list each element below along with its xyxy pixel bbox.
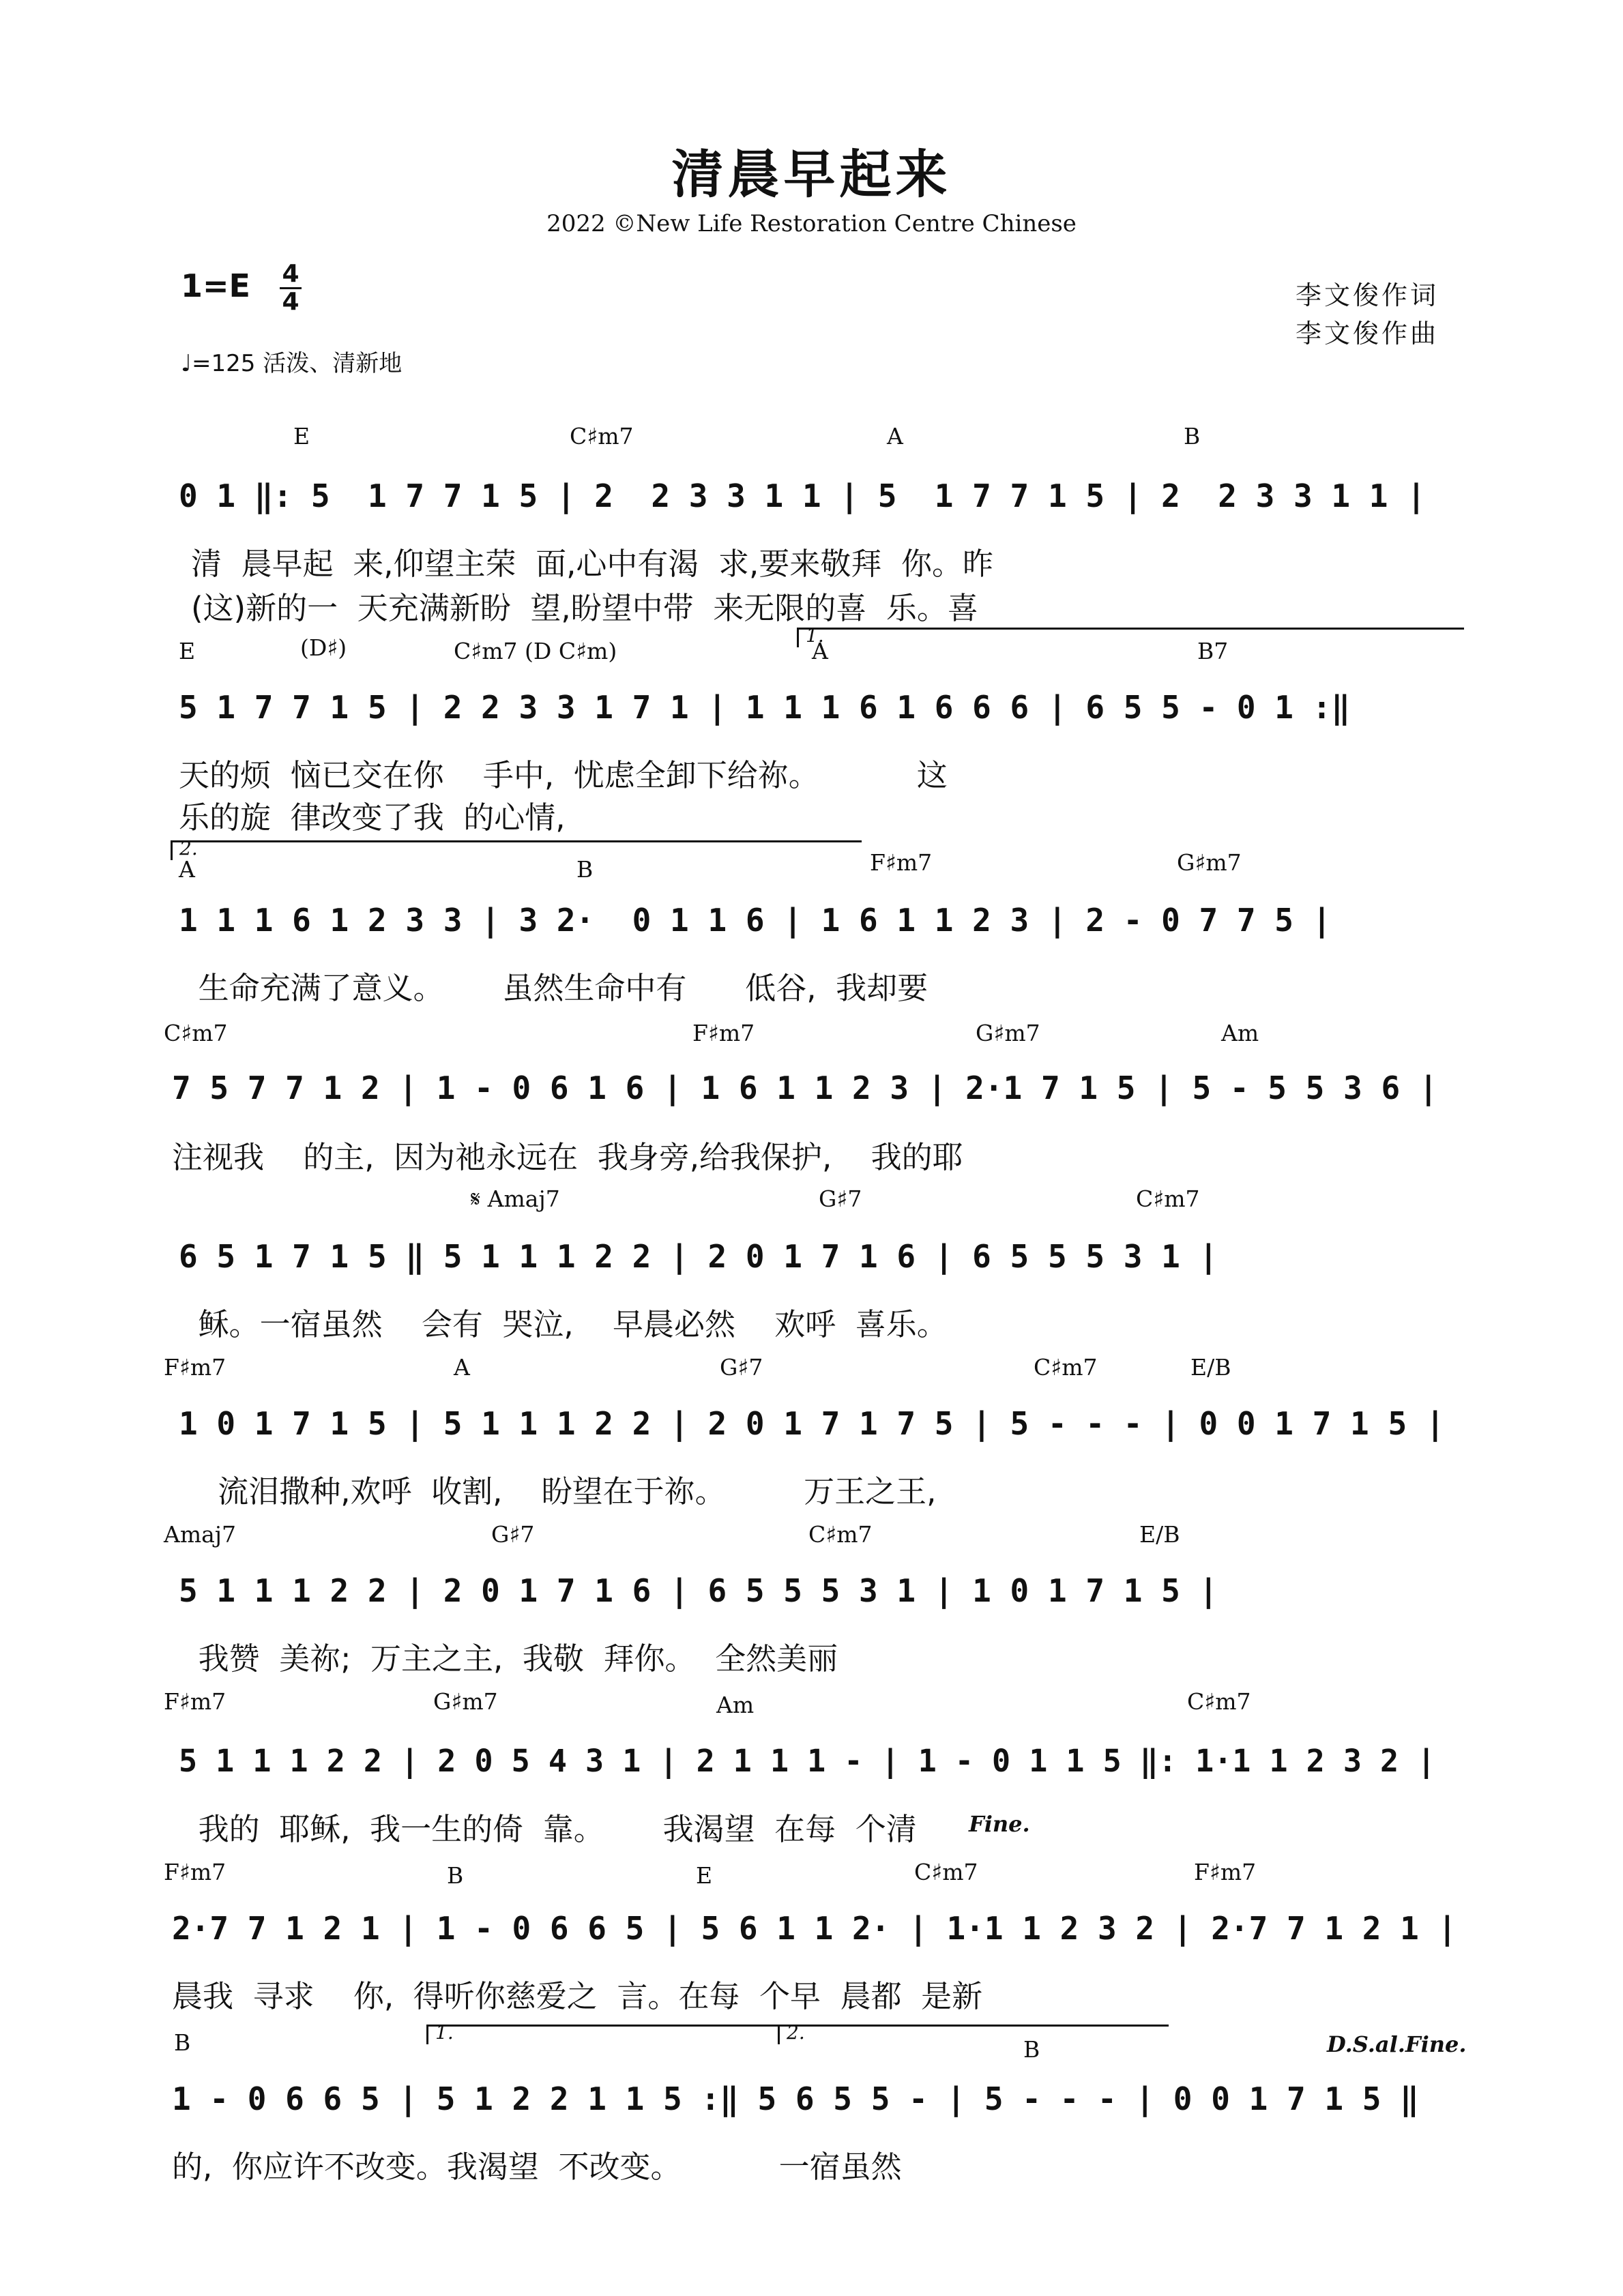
chord: B bbox=[1184, 423, 1201, 450]
lyric-line: 天的烦 恼已交在你 手中, 忧虑全卸下给祢。 这 bbox=[179, 757, 948, 793]
chord: B bbox=[1023, 2036, 1040, 2063]
lyric-line: 流泪撒种,欢呼 收割, 盼望在于祢。 万王之王, bbox=[179, 1473, 937, 1510]
ds-al-fine-marking: D.S.al.Fine. bbox=[1327, 2031, 1467, 2057]
volta-2-bracket: 2. bbox=[171, 840, 862, 860]
chord: G♯7 bbox=[720, 1354, 763, 1381]
chord: E bbox=[179, 638, 196, 664]
notation-line: 2·7 7 1 2 1 | 1 - 0 6 6 5 | 5 6 1 1 2· | 1·1 1 2 3 2 | 2·7 7 1 2 1 | bbox=[172, 1910, 1457, 1947]
lyric-line: 乐的旋 律改变了我 的心情, bbox=[179, 799, 566, 836]
lyric-line: 我赞 美祢; 万主之主, 我敬 拜你。 全然美丽 bbox=[179, 1640, 838, 1677]
key-signature: 1=E bbox=[181, 267, 250, 304]
chord: F♯m7 bbox=[164, 1354, 226, 1381]
chord: A bbox=[454, 1354, 470, 1381]
chord: C♯m7 bbox=[808, 1521, 873, 1548]
fine-marking: Fine. bbox=[969, 1811, 1030, 1837]
chord: F♯m7 bbox=[1194, 1859, 1257, 1885]
song-title: 清晨早起来 bbox=[671, 144, 952, 205]
chord: E/B bbox=[1190, 1354, 1231, 1381]
chord: A bbox=[887, 423, 903, 450]
chord: G♯m7 bbox=[1177, 849, 1242, 876]
lyric-line: 生命充满了意义。 虽然生命中有 低谷, 我却要 bbox=[179, 970, 929, 1006]
volta-1-bracket: 1. bbox=[797, 628, 1464, 647]
lyricist-credit: 李文俊作词 bbox=[1295, 280, 1439, 310]
chord: Amaj7 bbox=[164, 1521, 237, 1548]
lyric-line: 我的 耶稣, 我一生的倚 靠。 我渴望 在每 个清 bbox=[179, 1811, 917, 1847]
tempo-marking: ♩=125 活泼、清新地 bbox=[181, 350, 403, 377]
lyric-line: 晨我 寻求 你, 得听你慈爱之 言。在每 个早 晨都 是新 bbox=[172, 1978, 983, 2014]
notation-line: 1 - 0 6 6 5 | 5 1 2 2 1 1 5 :‖ 5 6 5 5 - | 5 - - - | 0 0 1 7 1 5 ‖ bbox=[172, 2080, 1419, 2117]
chord: B7 bbox=[1197, 638, 1229, 664]
notation-line: 1 1 1 6 1 2 3 3 | 3 2· 0 1 1 6 | 1 6 1 1 2 3 | 2 - 0 7 7 5 | bbox=[179, 902, 1332, 939]
chord: Am bbox=[716, 1692, 755, 1718]
chord: 𝄋 Amaj7 bbox=[471, 1186, 560, 1212]
chord: G♯m7 bbox=[433, 1688, 498, 1715]
volta-2-bracket: 2. bbox=[778, 2025, 1169, 2044]
chord: C♯m7 bbox=[1034, 1354, 1098, 1381]
notation-line: 0 1 ‖: 5 1 7 7 1 5 | 2 2 3 3 1 1 | 5 1 7 7 1 5 | 2 2 3 3 1 1 | bbox=[179, 477, 1426, 514]
chord: F♯m7 bbox=[692, 1020, 755, 1046]
chord: A bbox=[812, 638, 828, 664]
chord: C♯m7 bbox=[914, 1859, 978, 1885]
chord: C♯m7 bbox=[1187, 1688, 1251, 1715]
copyright-line: 2022 ©New Life Restoration Centre Chinese bbox=[546, 210, 1077, 237]
lyric-line: 注视我 的主, 因为祂永远在 我身旁,给我保护, 我的耶 bbox=[172, 1139, 963, 1175]
notation-line: 6 5 1 7 1 5 ‖ 5 1 1 1 2 2 | 2 0 1 7 1 6 | 6 5 5 5 3 1 | bbox=[179, 1238, 1218, 1275]
chord: F♯m7 bbox=[870, 849, 933, 876]
composer-credit: 李文俊作曲 bbox=[1295, 319, 1439, 349]
notation-line: 5 1 1 1 2 2 | 2 0 1 7 1 6 | 6 5 5 5 3 1 | 1 0 1 7 1 5 | bbox=[179, 1572, 1218, 1609]
lyric-line: 稣。一宿虽然 会有 哭泣, 早晨必然 欢呼 喜乐。 bbox=[179, 1306, 948, 1342]
chord: E bbox=[696, 1862, 713, 1889]
lyric-line: 的, 你应许不改变。我渴望 不改变。 一宿虽然 bbox=[172, 2149, 902, 2185]
chord: Am bbox=[1221, 1020, 1259, 1046]
chord: G♯m7 bbox=[976, 1020, 1040, 1046]
chord: E bbox=[293, 423, 310, 450]
chord: A bbox=[179, 856, 195, 883]
chord: C♯m7 bbox=[570, 423, 634, 450]
lyric-line: 清 晨早起 来,仰望主荣 面,心中有渴 求,要来敬拜 你。昨 bbox=[191, 546, 993, 582]
notation-line: 5 1 7 7 1 5 | 2 2 3 3 1 7 1 | 1 1 1 6 1 6 6 6 | 6 5 5 - 0 1 :‖ bbox=[179, 689, 1351, 726]
notation-line: 5 1 1 1 2 2 | 2 0 5 4 3 1 | 2 1 1 1 - | 1 - 0 1 1 5 ‖: 1·1 1 2 3 2 | bbox=[179, 1743, 1436, 1779]
chord: G♯7 bbox=[491, 1521, 535, 1548]
credits bbox=[1296, 276, 1439, 353]
chord: F♯m7 bbox=[164, 1859, 226, 1885]
lyric-line: (这)新的一 天充满新盼 望,盼望中带 来无限的喜 乐。喜 bbox=[191, 590, 978, 626]
chord: G♯7 bbox=[819, 1186, 862, 1212]
notation-line: 7 5 7 7 1 2 | 1 - 0 6 1 6 | 1 6 1 1 2 3 | 2·1 7 1 5 | 5 - 5 5 3 6 | bbox=[172, 1070, 1438, 1106]
chord: C♯m7 bbox=[1136, 1186, 1200, 1212]
volta-1-bracket: 1. bbox=[426, 2025, 783, 2044]
chord: (D♯) bbox=[300, 634, 347, 661]
chord: F♯m7 bbox=[164, 1688, 226, 1715]
chord: E/B bbox=[1139, 1521, 1180, 1548]
chord: B bbox=[174, 2029, 191, 2056]
chord: C♯m7 (D C♯m) bbox=[454, 638, 617, 664]
notation-line: 1 0 1 7 1 5 | 5 1 1 1 2 2 | 2 0 1 7 1 7 5 | 5 - - - | 0 0 1 7 1 5 | bbox=[179, 1405, 1445, 1442]
chord: B bbox=[447, 1862, 464, 1889]
chord: C♯m7 bbox=[164, 1020, 228, 1046]
time-signature: 4 4 bbox=[280, 262, 302, 314]
chord: B bbox=[576, 856, 594, 883]
